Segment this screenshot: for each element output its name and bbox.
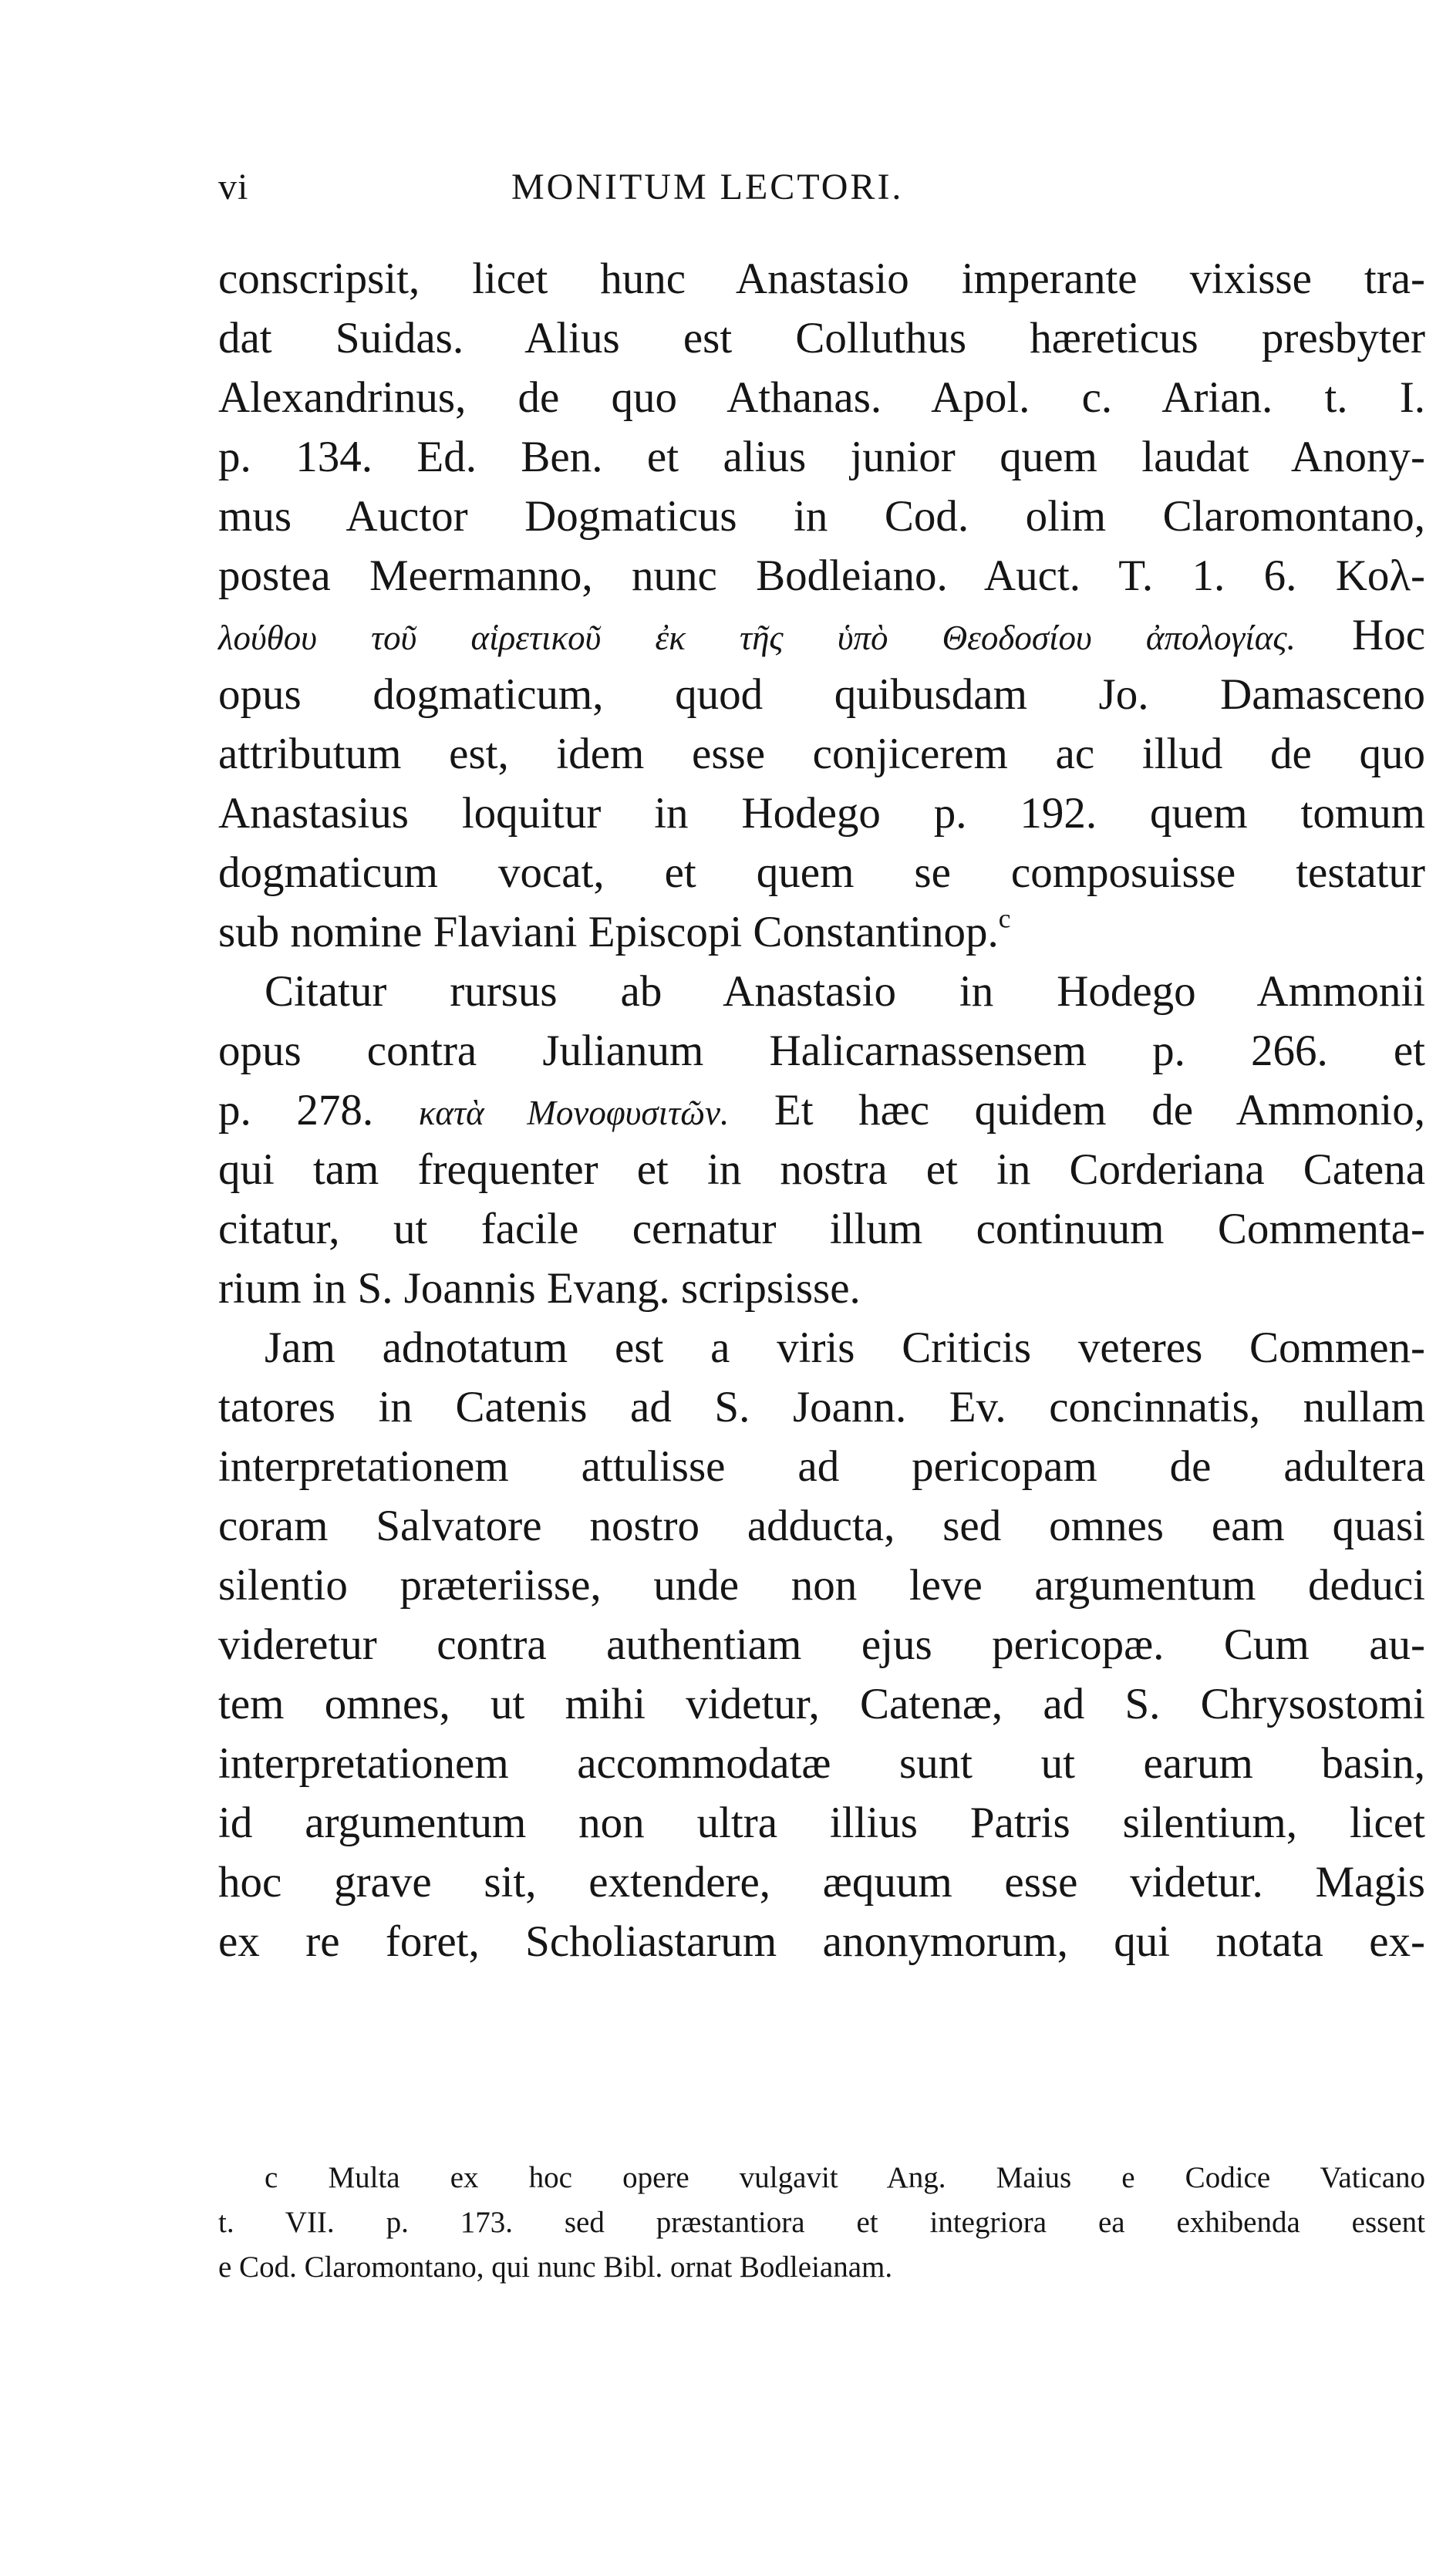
text-line: citatur, ut facile cernatur illum continuum Commenta- xyxy=(218,1205,1425,1253)
footnote-marker: c xyxy=(265,2161,278,2194)
text-line: tem omnes, ut mihi videtur, Catenæ, ad S. Chrysostomi xyxy=(218,1680,1425,1728)
page-title: MONITUM LECTORI. xyxy=(511,167,904,207)
text-line: dat Suidas. Alius est Colluthus hæreticus presbyter xyxy=(218,314,1425,362)
text-line: p. 134. Ed. Ben. et alius junior quem laudat Anony- xyxy=(218,433,1425,481)
text-fragment: sub nomine Flaviani Episcopi Constantinop. xyxy=(218,908,999,956)
text-fragment: Et hæc quidem de Ammonio, xyxy=(774,1086,1425,1135)
text-line: opus contra Julianum Halicarnassensem p. 266. et xyxy=(218,1027,1425,1075)
text-line: conscripsit, licet hunc Anastasio imperante vixisse tra- xyxy=(218,255,1425,303)
greek-title: κατὰ Μονοφυσιτῶν. xyxy=(418,1094,730,1132)
text-line: dogmaticum vocat, et quem se composuisse testatur xyxy=(218,848,1425,897)
text-line-with-note-reference xyxy=(218,902,1425,962)
text-line-greek-quotation xyxy=(218,605,1425,665)
main-text xyxy=(218,249,1425,1971)
footnote xyxy=(218,2156,1425,2290)
text-line: opus dogmaticum, quod quibusdam Jo. Damasceno xyxy=(218,670,1425,719)
text-line: videretur contra authentiam ejus pericopæ. Cum au- xyxy=(218,1620,1425,1669)
text-line: Jam adnotatum est a viris Criticis veteres Commen- xyxy=(265,1323,1425,1372)
text-line: interpretationem accommodatæ sunt ut earum basin, xyxy=(218,1739,1425,1788)
footnote-reference: c xyxy=(998,903,1011,934)
text-line: mus Auctor Dogmaticus in Cod. olim Claromontano, xyxy=(218,492,1425,541)
text-line: Alexandrinus, de quo Athanas. Apol. c. Arian. t. I. xyxy=(218,373,1425,422)
footnote-line: t. VII. p. 173. sed præstantiora et integriora ea exhibenda essent xyxy=(218,2206,1425,2239)
text-line: Citatur rursus ab Anastasio in Hodego Ammonii xyxy=(265,967,1425,1016)
text-line: interpretationem attulisse ad pericopam de adultera xyxy=(218,1442,1425,1491)
footnote-text: Multa ex hoc opere vulgavit Ang. Maius e Codice Vaticano xyxy=(328,2161,1426,2194)
text-line: id argumentum non ultra illius Patris silentium, licet xyxy=(218,1799,1425,1847)
text-fragment: Hoc xyxy=(1352,611,1426,659)
text-line: postea Meermanno, nunc Bodleiano. Auct. T. 1. 6. Κολ- xyxy=(218,551,1425,600)
footnote-line xyxy=(218,2156,1425,2200)
text-line: tatores in Catenis ad S. Joann. Ev. concinnatis, nullam xyxy=(218,1383,1425,1431)
text-line: silentio præteriisse, unde non leve argumentum deduci xyxy=(218,1561,1425,1610)
text-line: Anastasius loquitur in Hodego p. 192. quem tomum xyxy=(218,789,1425,838)
text-line: coram Salvatore nostro adducta, sed omnes eam quasi xyxy=(218,1502,1425,1550)
text-line: ex re foret, Scholiastarum anonymorum, qui notata ex- xyxy=(218,1917,1425,1966)
greek-title: λούθου τοῦ αἱρετικοῦ ἐκ τῆς ὑπὸ Θεοδοσίου ἀπολογίας. xyxy=(218,619,1296,657)
running-head xyxy=(218,166,1425,220)
text-line: qui tam frequenter et in nostra et in Corderiana Catena xyxy=(218,1145,1425,1194)
footnote-line: e Cod. Claromontano, qui nunc Bibl. ornat Bodleianam. xyxy=(218,2251,893,2284)
text-line-greek-reference xyxy=(218,1081,1425,1140)
text-line: attributum est, idem esse conjicerem ac illud de quo xyxy=(218,730,1425,778)
page-number: vi xyxy=(218,167,249,207)
text-line: hoc grave sit, extendere, æquum esse videtur. Magis xyxy=(218,1858,1425,1907)
text-fragment: p. 278. xyxy=(218,1086,374,1135)
text-line: rium in S. Joannis Evang. scripsisse. xyxy=(218,1264,861,1313)
